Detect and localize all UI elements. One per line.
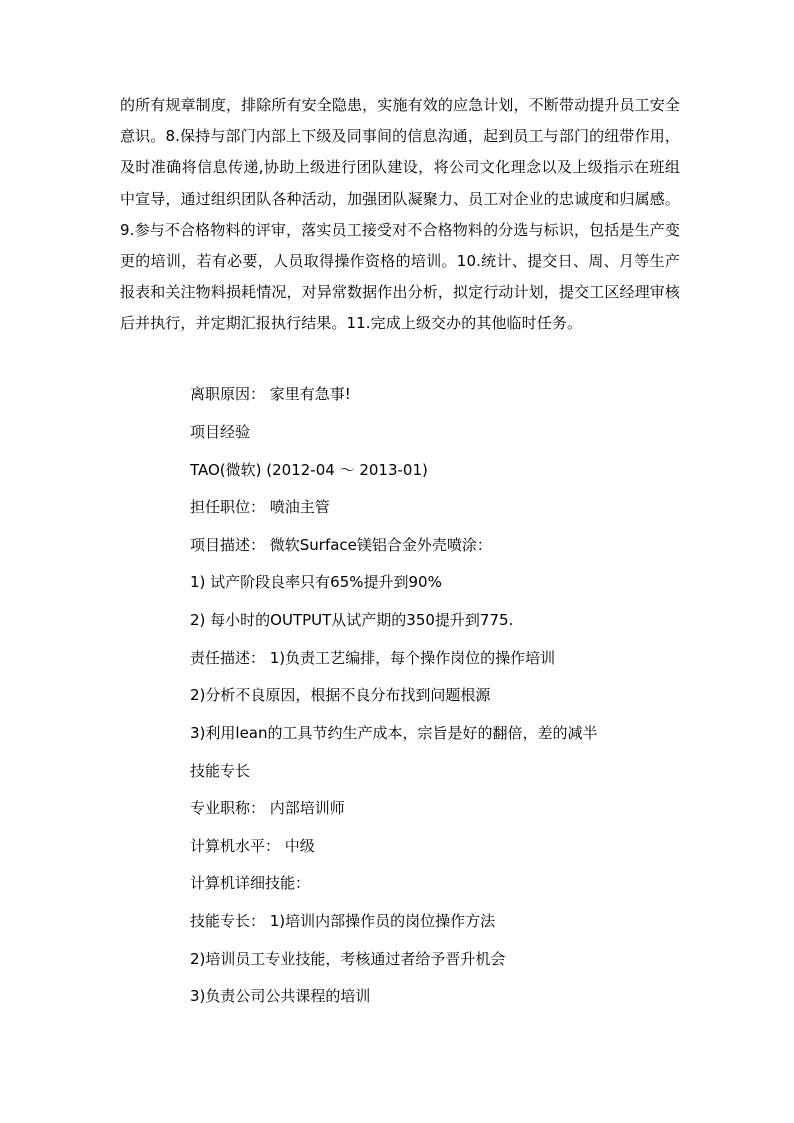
professional-title: 专业职称： 内部培训师 [190, 799, 345, 817]
project-position: 担任职位： 喷油主管 [190, 498, 330, 516]
skill-item-3: 3)负责公司公共课程的培训 [190, 987, 371, 1005]
project-description: 项目描述： 微软Surface镁铝合金外壳喷涂： [190, 536, 492, 554]
leave-reason: 离职原因： 家里有急事! [190, 385, 351, 403]
work-description-paragraph: 的所有规章制度，排除所有安全隐患，实施有效的应急计划，不断带动提升员工安全意识。8.保持与部门内部上下级及同事间的信息沟通，起到员工与部门的纽带作用，及时准确将信息传递,协助上级进行团队建设，将公司文化理念以及上级指示在班组中宣导，通过组织团队各种活动，加强团队凝聚力、员工对企业的忠诚度和归属感。9.参与不合格物料的评审，落实员工接受对不合格物料的分选与标识，包括是生产变更的培训，若有必要，人员取得操作资格的培训。10.统计、提交日、周、月等生产报表和关注物料损耗情况，对异常数据作出分析，拟定行动计划，提交工区经理审核后并执行，并定期汇报执行结果。11.完成上级交办的其他临时任务。 [120, 96, 680, 333]
project-description-item-1: 1) 试产阶段良率只有65%提升到90% [190, 573, 442, 591]
computer-level: 计算机水平： 中级 [190, 837, 315, 855]
responsibility-item-3: 3)利用lean的工具节约生产成本，宗旨是好的翻倍，差的减半 [190, 724, 598, 742]
responsibility-item-1: 责任描述： 1)负责工艺编排，每个操作岗位的操作培训 [190, 649, 556, 667]
skills-heading: 技能专长 [190, 762, 251, 780]
project-description-item-2: 2) 每小时的OUTPUT从试产期的350提升到775. [190, 611, 514, 629]
computer-detail-heading: 计算机详细技能： [190, 874, 311, 892]
skill-item-1: 技能专长： 1)培训内部操作员的岗位操作方法 [190, 912, 496, 930]
project-experience-heading: 项目经验 [190, 423, 251, 441]
project-title: TAO(微软) (2012-04 ～ 2013-01) [190, 461, 428, 479]
responsibility-item-2: 2)分析不良原因，根据不良分布找到问题根源 [190, 686, 491, 704]
skill-item-2: 2)培训员工专业技能，考核通过者给予晋升机会 [190, 950, 506, 968]
